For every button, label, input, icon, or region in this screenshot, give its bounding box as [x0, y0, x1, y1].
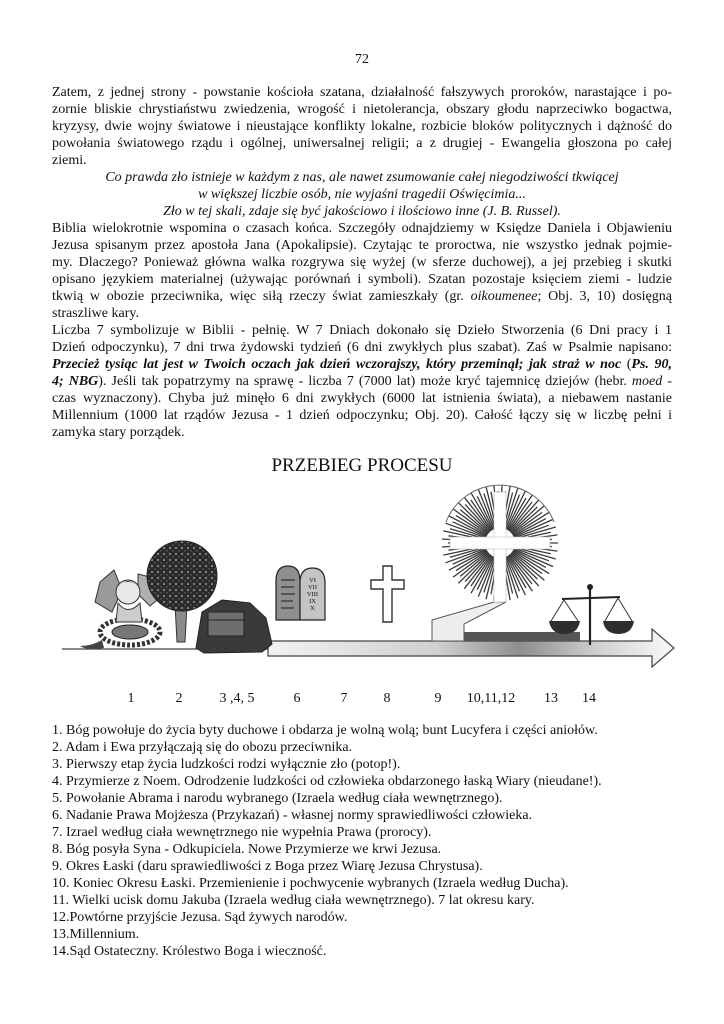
text-run: Zatem, z jednej strony - powstanie kościoła szatana, działalność fałszywych proroków, narastające i po- — [52, 85, 672, 100]
text-run: Dzień odpoczynku), 7 dni trwa żydowski tydzień (6 dni zwykłych plus szabat). Zaś w Psalmie napisano: — [52, 340, 672, 355]
text-run: ( — [621, 357, 632, 372]
tablet-numeral: VII — [307, 584, 318, 591]
text-run: - — [662, 374, 672, 389]
stage-label: 1 — [127, 691, 135, 706]
text-line — [52, 237, 672, 254]
text-run: Liczba 7 symbolizuje w Biblii - pełnię. W 7 Dniach dokonało się Dzieło Stworzenia (6 Dni pracy i 1 — [52, 323, 672, 338]
list-item: 12.Powtórne przyjście Jezusa. Sąd żywych narodów. — [52, 910, 348, 925]
text-line — [52, 84, 672, 101]
list-item: 10. Koniec Okresu Łaski. Przemienienie i pochwycenie wybranych (Izraela według Ducha). — [52, 876, 569, 891]
scales-finial — [587, 584, 593, 590]
italic-text: oikoumenee — [470, 289, 538, 304]
text-run: opisano językiem materialnej (używając porównań i symboli). Szatan pozostaje księciem ziemi - ludzie — [52, 272, 672, 287]
sunburst-ray — [458, 503, 489, 533]
stage-label: 8 — [383, 691, 391, 706]
rock-and-ark — [196, 600, 272, 653]
scales-beam — [562, 597, 620, 599]
cross-icon — [371, 566, 404, 622]
text-line — [52, 424, 672, 441]
text-run: ; Obj. 3, 10) dosięgną — [537, 289, 672, 304]
tablet-numeral: VI — [309, 577, 316, 584]
text-run: ziemi. — [52, 153, 87, 168]
text-line — [52, 118, 672, 135]
list-item: 6. Nadanie Prawa Mojżesza (Przykazań) - własnej normy sprawiedliwości człowieka. — [52, 808, 533, 823]
text-run: tkwią w obozie przeciwnika, więc siłą rzeczy świat zamieszkały (gr. — [52, 289, 471, 304]
text-line — [52, 305, 672, 322]
paragraph-bible — [52, 220, 672, 322]
text-run: Biblia wielokrotnie wspomina o czasach końca. Szczegóły odnajdziemy w Księdze Daniela i Objawieniu — [52, 221, 672, 236]
tablet-numeral: IX — [309, 598, 316, 605]
stage-label: 7 — [340, 691, 348, 706]
timeline-arrow — [62, 602, 674, 667]
text-run: Jezusa spisanym przez apostoła Jana (Apokalipsie). Czytając te proroctwa, nie wszystko jednak pojmie- — [52, 238, 672, 253]
italic-text: moed — [631, 374, 663, 389]
text-line — [52, 186, 672, 203]
paragraph-number-seven — [52, 322, 672, 441]
ark-box — [208, 612, 244, 636]
text-run: Co prawda zło istnieje w każdym z nas, ale nawet zsumowanie całej niegodziwości tkwiącej — [105, 170, 619, 185]
text-line — [52, 271, 672, 288]
stage-label: 13 — [544, 691, 558, 706]
text-run: ). Jeśli tak popatrzymy na sprawę - liczba 7 (7000 lat) może kryć tajemnicę dziejów (hebr. — [98, 374, 632, 389]
text-line — [52, 169, 672, 186]
list-item: 5. Powołanie Abrama i narodu wybranego (Izraela według ciała wewnętrznego). — [52, 791, 503, 806]
list-item: 2. Adam i Ewa przyłączają się do obozu przeciwnika. — [52, 740, 353, 755]
text-run: powołania światowego rządu i ogólnej, uniwersalnej religii; a z drugiej - Ewangelia głoszona po całej — [52, 136, 672, 151]
text-run: czas wyznaczony). Chyba już minęło 6 dni zwykłych (6000 lat istnienia świata), a niebawem nastanie — [52, 391, 672, 406]
text-run: my. Dlaczego? Ponieważ główna walka rozgrywa się wyżej (w sferze duchowej), a jej przebieg i skutki — [52, 255, 672, 270]
text-line — [52, 220, 672, 237]
tablet-numeral: X — [310, 605, 315, 612]
tree-canopy — [147, 541, 217, 611]
stage-label: 6 — [293, 691, 301, 706]
text-line — [52, 356, 672, 373]
stage-label: 14 — [582, 691, 596, 706]
tablet-numeral: VIII — [306, 591, 319, 598]
sunburst-with-cross — [442, 485, 558, 602]
bold-italic-text: Przecież tysiąc lat jest w Twoich oczach jak dzień wczorajszy, który przeminął; jak straż w noc — [52, 357, 622, 372]
page-number: 72 — [355, 52, 369, 67]
list-item: 9. Okres Łaski (daru sprawiedliwości z Boga przez Wiarę Jezusa Chrystusa). — [52, 859, 483, 874]
text-line — [52, 322, 672, 339]
text-run: kryzysy, dwie wojny światowe i nieustające konflikty lokalne, rozbicie bloków politycznych i dążność do — [52, 119, 672, 134]
text-run: zamyka stary porządek. — [52, 425, 185, 440]
stage-labels — [128, 691, 597, 706]
text-run: straszliwe kary. — [52, 306, 139, 321]
text-line — [52, 373, 672, 390]
text-line — [52, 288, 672, 305]
list-item: 8. Bóg posyła Syna - Odkupiciela. Nowe Przymierze we krwi Jezusa. — [52, 842, 442, 857]
stage-label: 2 — [175, 691, 183, 706]
angel-body — [116, 603, 142, 622]
stage-label: 10,11,12 — [466, 691, 516, 706]
stage-description-list — [52, 722, 692, 960]
sunburst-ray — [458, 553, 489, 583]
scales-left-chains — [551, 600, 578, 621]
tablet-left — [276, 566, 300, 620]
list-item: 14.Sąd Ostateczny. Królestwo Boga i wieczność. — [52, 944, 327, 959]
text-line — [52, 390, 672, 407]
text-line — [52, 135, 672, 152]
serpent-body — [112, 625, 148, 639]
list-item: 13.Millennium. — [52, 927, 140, 942]
quote-russel — [52, 169, 672, 220]
angel-head — [116, 580, 140, 604]
stage-label: 9 — [434, 691, 442, 706]
list-item: 7. Izrael według ciała wewnętrznego nie wypełnia Prawa (prorocy). — [52, 825, 432, 840]
cross-center — [494, 537, 505, 548]
text-run: w większej liczbie osób, nie wyjaśni tragedii Oświęcimia... — [198, 187, 526, 202]
text-run: Millennium (1000 lat rządów Jezusa - 1 dzień odpoczynku; Obj. 20). Całość łączy się w liczbę pełni i — [52, 408, 672, 423]
text-line — [52, 101, 672, 118]
bold-italic-text: Ps. 90, — [631, 357, 673, 372]
section-heading: PRZEBIEG PROCESU — [271, 455, 453, 476]
list-item: 1. Bóg powołuje do życia byty duchowe i obdarza je wolną wolą; bunt Lucyfera i części aniołów. — [52, 723, 598, 738]
text-run: zornie bliskie chrystiaństwu zwiedzenia, wrogość i nietolerancja, obszary głodu naprzeciwko bogactwa, — [52, 102, 672, 117]
scales-right-chains — [605, 598, 632, 621]
text-line — [52, 254, 672, 271]
text-line — [52, 339, 672, 356]
list-item: 3. Pierwszy etap życia ludzkości rodzi wyłącznie zło (potop!). — [52, 757, 401, 772]
scales-right-pan — [603, 621, 634, 634]
stone-tablets — [276, 566, 325, 620]
list-item: 11. Wielki ucisk domu Jakuba (Izraela według ciała wewnętrznego). 7 lat okresu kary. — [52, 893, 535, 908]
serpent-head — [80, 640, 104, 649]
paragraph-intro — [52, 84, 672, 169]
bold-italic-text: 4; NBG — [52, 374, 99, 389]
text-run: Zło w tej skali, zdaje się być jakościowo i ilościowo inne (J. B. Russel). — [163, 204, 561, 219]
text-line — [52, 203, 672, 220]
text-line — [52, 407, 672, 424]
list-item: 4. Przymierze z Noem. Odrodzenie ludzkości od człowieka obdarzonego łaską Wiary (nieudane!). — [52, 774, 602, 789]
process-diagram — [0, 480, 724, 710]
text-line — [52, 152, 672, 169]
stage-label: 3 ,4, 5 — [219, 691, 255, 706]
